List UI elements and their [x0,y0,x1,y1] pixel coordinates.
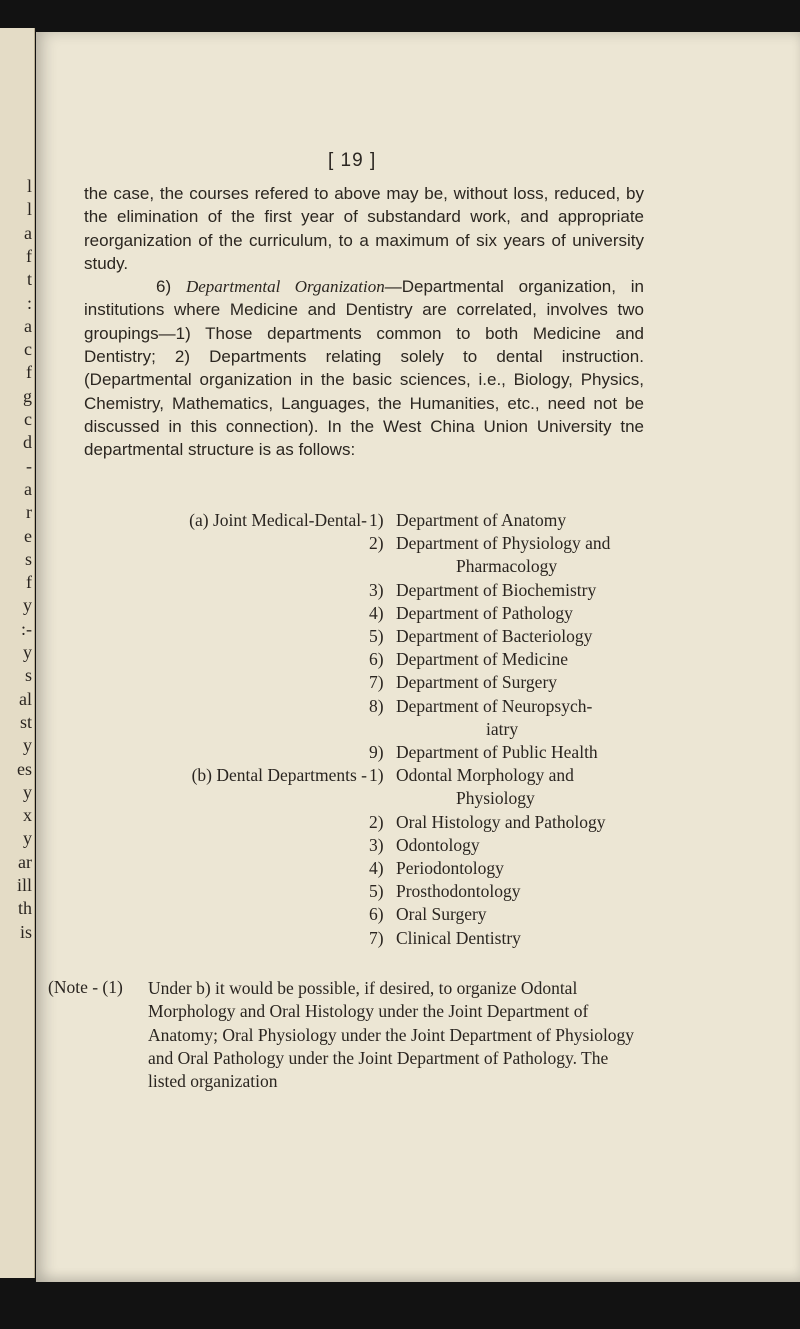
department-name: Department of Physiology and [396,533,611,554]
facing-page-fragment: c [24,409,32,429]
facing-page-fragment: t [26,269,32,290]
item-number: 2) [369,533,384,554]
facing-page-fragment: l [26,199,32,220]
facing-page-fragment: d [23,432,32,453]
item-number: 2) [369,811,384,832]
facing-page-fragment: y [23,781,32,802]
item-number: 5) [369,881,384,902]
item-number: 7) [369,672,384,693]
facing-page-fragment: ar [18,851,32,872]
item-number: 5) [369,626,384,646]
item-number: 3) [369,579,384,600]
facing-page-fragment: al [19,688,32,709]
department-name: Department of Anatomy [396,510,567,530]
department-name: Odontology [396,834,480,855]
item-number: 7) [369,927,384,948]
note-text: Under b) it would be possible, if desired, to organize Odontal Morphology and Oral Histology under the Joint Department of Anatomy; Oral Physiology under the Joint Department of Physiology and Oral Pathology under the Joint Department of Pathology. The listed organization [148,978,635,1092]
item-number: 1) [369,510,384,530]
facing-page-fragment: f [26,572,32,593]
item-number: 8) [369,695,384,716]
facing-page-edge [0,28,35,1278]
facing-page-fragment: c [24,339,32,360]
facing-page-fragment: s [24,665,32,686]
department-name: Oral Surgery [396,904,487,925]
department-name: Odontal Morphology and [396,765,574,786]
facing-page-fragment: y [23,735,32,756]
page-number: [ 19 ] [328,150,377,171]
department-name: Department of Bacteriology [396,626,593,646]
department-name: Department of Surgery [396,672,558,693]
facing-page-fragment: - [26,455,32,476]
facing-page-fragment: :- [21,618,32,639]
item-number: 6) [369,649,384,670]
department-name: Department of Medicine [396,649,569,670]
department-name: Department of Neuropsych- [396,695,593,716]
facing-page-fragment: e [24,525,32,546]
paragraph-text: Departmental organization, in institutions where Medicine and Dentistry are correlated, involves two groupings—1) Those departments common to both Medicine and Dentistry; 2) Departments relating solely to dental instruction. (Departmental organization in the basic sciences, i.e., Biology, Physics, Chemistry, Mathematics, Languages, the Humanities, etc., need not be discussed in this connection). In the West China Union University tne departmental structure is as follows: [84,277,644,460]
facing-page-fragment: st [19,711,32,732]
paragraph-departmental-organization [84,275,644,461]
section-heading: Departmental Organization [185,277,385,297]
paragraph-number: 6) [156,277,172,297]
item-number: 4) [369,858,384,878]
item-number: 4) [369,602,384,623]
department-name: Periodontology [396,858,504,878]
department-name: Physiology [456,788,535,809]
facing-page-fragment: th [17,898,32,919]
facing-page-fragment: ill [16,875,32,895]
body-text [84,182,644,462]
item-number: 1) [369,765,384,786]
facing-page-fragment: g [23,385,32,406]
group-label: (b) Dental Departments - [191,765,367,786]
department-name: Prosthodontology [396,881,521,902]
facing-page-fragment: y [23,595,32,616]
facing-page-fragment: a [24,315,32,336]
item-number: 9) [369,742,384,762]
department-name: Department of Pathology [396,602,573,623]
facing-page-fragment: is [19,921,32,942]
book-page [36,32,800,1282]
note-label: (Note - (1) [48,977,123,997]
department-name: Oral Histology and Pathology [396,811,606,832]
item-number: 3) [369,834,384,855]
paragraph-continuation: the case, the courses refered to above may be, without loss, reduced, by the elimination of the first year of substandard work, and appropriate reorganization of the curriculum, to a maximum of six years of university study. [84,184,644,273]
facing-page-fragment: a [24,478,32,499]
facing-page-fragment: s [24,548,32,569]
facing-page-fragment: f [26,245,32,266]
facing-page-fragment: l [26,176,32,196]
facing-page-fragment: y [23,828,32,849]
department-name: Pharmacology [456,556,558,577]
department-name: iatry [486,718,519,739]
department-name: Clinical Dentistry [396,927,521,948]
facing-page-fragment: : [26,292,32,313]
facing-page-fragment: y [23,642,32,662]
facing-page-fragment: r [26,502,32,523]
facing-page-fragment: f [26,362,32,383]
facing-page-fragment: es [17,758,32,779]
group-label: (a) Joint Medical-Dental- [189,510,367,530]
facing-page-fragment: a [24,222,32,243]
heading-dash: — [384,277,402,297]
department-name: Department of Public Health [396,742,598,762]
department-name: Department of Biochemistry [396,579,597,600]
facing-page-fragment: x [23,805,32,826]
item-number: 6) [369,904,384,925]
